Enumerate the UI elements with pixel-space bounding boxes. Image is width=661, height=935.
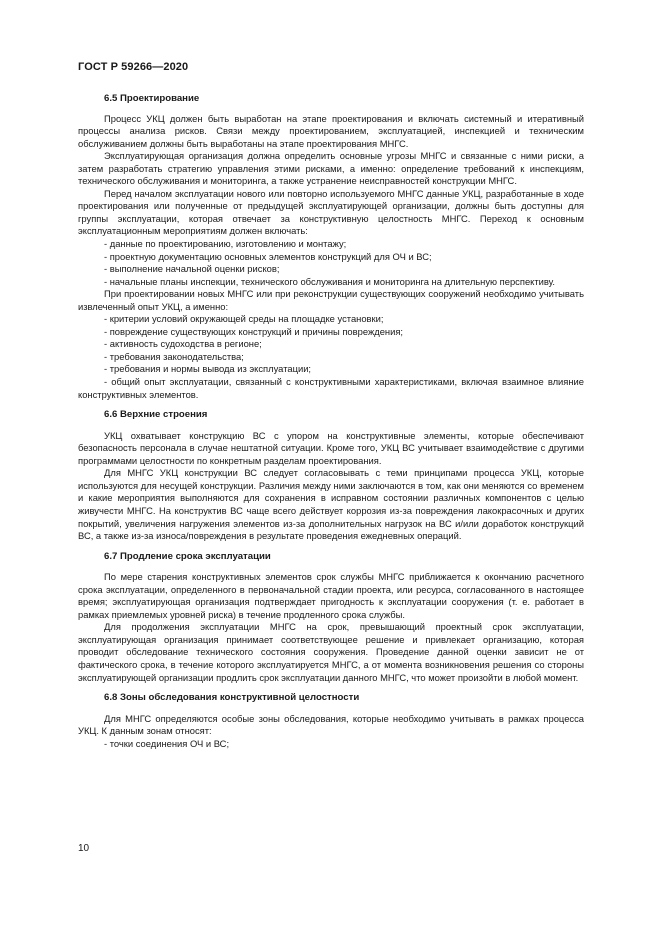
- page-body: [78, 93, 584, 750]
- list-item: - проектную документацию основных элементов конструкций для ОЧ и ВС;: [104, 250, 432, 262]
- section-heading-6-7: 6.7 Продление срока эксплуатации: [104, 550, 271, 562]
- paragraph: По мере старения конструктивных элементов срок службы МНГС приближается к окончанию расчетного срока эксплуатации, определенного в первоначальной стадии проекта, или ресурса, согласованного в настоящее время; эксплуатирующая организация подтверждает пригодность к эксплуатации сооружения (т. е. работает в рамках приемлемых уровней риска) в течение продленного срока службы.: [78, 571, 584, 620]
- list-item: - требования и нормы вывода из эксплуатации;: [104, 363, 312, 375]
- paragraph: Для МНГС УКЦ конструкции ВС следует согласовывать с теми принципами процесса УКЦ, которые используются для несущей конструкции. Различия между ними заключаются в том, как они меняются со временем и какие мероприятия выполняются для сохранения в исправном состоянии различных компонентов с целью живучести МНГС. На конструктив ВС чаще всего действует коррозия из-за повреждения лакокрасочных и других покрытий, увеличения нагружения элементов из-за дополнительных нагрузок на ВС и/или доработок конструкций ВС, а также из-за износа/повреждения в результате проведения ежедневных операций.: [78, 467, 584, 542]
- section-heading-6-5: 6.5 Проектирование: [104, 93, 200, 104]
- page-number: 10: [78, 843, 90, 854]
- list-item: - требования законодательства;: [104, 350, 244, 362]
- list-item: - активность судоходства в регионе;: [104, 338, 262, 350]
- section-heading-6-8: 6.8 Зоны обследования конструктивной целостности: [104, 692, 360, 704]
- paragraph: Процесс УКЦ должен быть выработан на этапе проектирования и включать системный и итеративный процессы анализа рисков. Связи между проектированием, эксплуатацией, инспекцией и техническим обслуживанием должны быть выработаны на этапе проектирования МНГС.: [78, 112, 584, 149]
- list-item: - критерии условий окружающей среды на площадке установки;: [104, 313, 384, 325]
- paragraph: УКЦ охватывает конструкцию ВС с упором на конструктивные элементы, которые обеспечивают безопасность персонала в случае нештатной ситуации. Кроме того, УКЦ ВС учитывает взаимодействие с другими программами целостности по конкретным разделам проектирования.: [78, 429, 584, 466]
- paragraph: Для продолжения эксплуатации МНГС на срок, превышающий проектный срок эксплуатации, эксплуатирующая организация принимает соответствующее решение и привлекает организацию, которая проводит обследование технического состояния сооружения. Проведение данной оценки зависит не от фактического срока, в течение которого эксплуатируется МНГС, а от момента возникновения решения со стороны эксплуатирующей организации продлить срок эксплуатации данного МНГС, что может произойти в любой момент.: [78, 621, 584, 683]
- list-item: - точки соединения ОЧ и ВС;: [104, 737, 230, 749]
- list-item: - общий опыт эксплуатации, связанный с конструктивными характеристиками, включая взаимное влияние конструктивных элементов.: [78, 376, 584, 400]
- list-item: - повреждение существующих конструкций и причины повреждения;: [104, 325, 404, 337]
- list-item: - выполнение начальной оценки рисков;: [104, 263, 280, 275]
- paragraph: Для МНГС определяются особые зоны обследования, которые необходимо учитывать в рамках процесса УКЦ. К данным зонам относят:: [78, 712, 584, 737]
- paragraph: Перед началом эксплуатации нового или повторно используемого МНГС данные УКЦ, разработанные в ходе проектирования или полученные от предыдущей эксплуатирующей организации, должны быть доступны для группы эксплуатации, которая отвечает за конструктивную целостность МНГС. Переход к основным эксплуатационным мероприятиям должен включать:: [78, 187, 584, 237]
- section-heading-6-6: 6.6 Верхние строения: [104, 409, 208, 421]
- standard-designation: ГОСТ Р 59266—2020: [78, 61, 189, 73]
- list-item: - начальные планы инспекции, технического обслуживания и мониторинга на длительную перспективу.: [104, 275, 556, 287]
- paragraph: Эксплуатирующая организация должна определить основные угрозы МНГС и связанные с ними риски, а затем разработать стратегию управления этими рисками, а именно: определение требований к инспекциям, технического обслуживания и мониторинга, а также устранение неисправностей конструкции МНГС.: [78, 150, 584, 187]
- paragraph: При проектировании новых МНГС или при реконструкции существующих сооружений необходимо учитывать извлеченный опыт УКЦ, а именно:: [78, 288, 584, 312]
- list-item: - данные по проектированию, изготовлению и монтажу;: [104, 238, 347, 250]
